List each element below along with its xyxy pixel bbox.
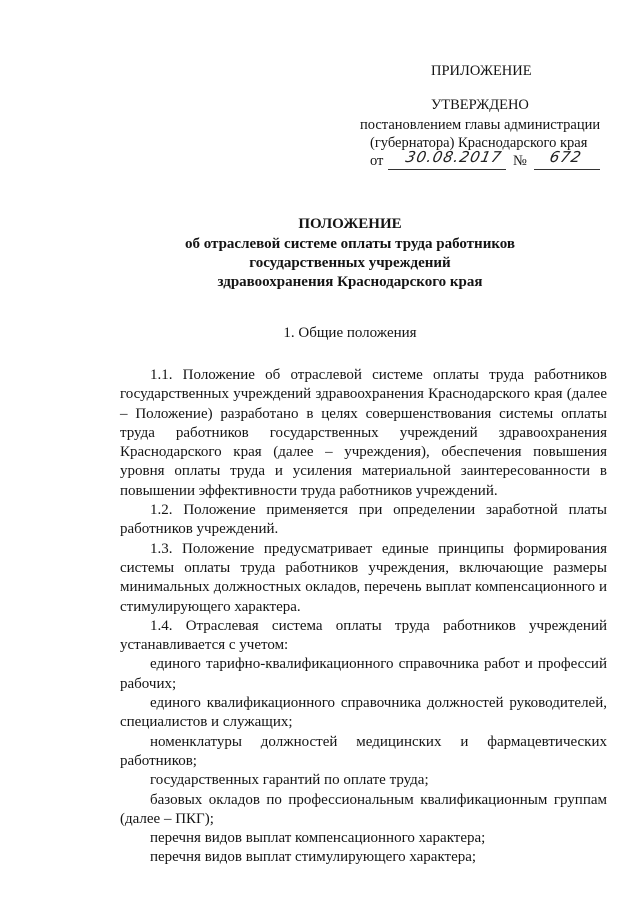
document-title: ПОЛОЖЕНИЕ xyxy=(298,216,402,232)
paragraph-1-1: 1.1. Положение об отраслевой системе оплаты труда работников государственных учреждений здравоохранения Краснодарского края (далее – Положение) разработано в целях совершенствования системы оплаты труда работников государственных учреждений здравоохранения Краснодарского края (далее – учреждения), обеспечения повышения уровня оплаты труда и усиления материальной заинтересованности в повышении эффективности труда работников учреждений. xyxy=(120,367,607,499)
list-item: единого тарифно-квалификационного справочника работ и профессий рабочих; xyxy=(120,656,607,692)
paragraph-1-4: 1.4. Отраслевая система оплаты труда работников учреждений устанавливается с учетом: xyxy=(120,617,607,654)
handwritten-number: 672 xyxy=(548,148,584,166)
section-heading: 1. Общие положения xyxy=(283,325,417,341)
approved-stamp: УТВЕРЖДЕНО xyxy=(431,97,529,113)
list-item: государственных гарантий по оплате труда; xyxy=(150,772,429,789)
document-body xyxy=(120,366,607,868)
appendix-heading: ПРИЛОЖЕНИЕ xyxy=(431,63,532,79)
number-underline xyxy=(534,169,600,170)
list-item: перечня видов выплат компенсационного характера; xyxy=(150,830,486,847)
decree-line-1: постановлением главы администрации xyxy=(360,117,601,133)
number-label: № xyxy=(513,153,527,169)
list-item: перечня видов выплат стимулирующего характера; xyxy=(150,849,477,866)
paragraph-1-3: 1.3. Положение предусматривает единые принципы формирования системы оплаты труда работников учреждения, включающие размеры минимальных должностных окладов, перечень выплат компенсационного и стимулирующего характера. xyxy=(120,540,607,615)
paragraph-1-2: 1.2. Положение применяется при определении заработной платы работников учреждений. xyxy=(120,502,607,538)
document-subtitle-1: об отраслевой системе оплаты труда работников xyxy=(184,236,516,252)
list-item: базовых окладов по профессиональным квалификационным группам (далее – ПКГ); xyxy=(120,791,607,827)
list-item: единого квалификационного справочника должностей руководителей, специалистов и служащих; xyxy=(120,695,607,731)
document-subtitle-2: государственных учреждений xyxy=(249,255,451,271)
date-underline xyxy=(388,169,506,170)
list-item: номенклатуры должностей медицинских и фармацевтических работников; xyxy=(120,733,607,769)
handwritten-date: 30.08.2017 xyxy=(404,148,504,166)
from-label: от xyxy=(370,153,384,169)
date-number-row xyxy=(370,150,602,172)
decree-line-2: (губернатора) Краснодарского края xyxy=(370,135,588,151)
document-subtitle-3: здравоохранения Краснодарского края xyxy=(217,274,483,290)
